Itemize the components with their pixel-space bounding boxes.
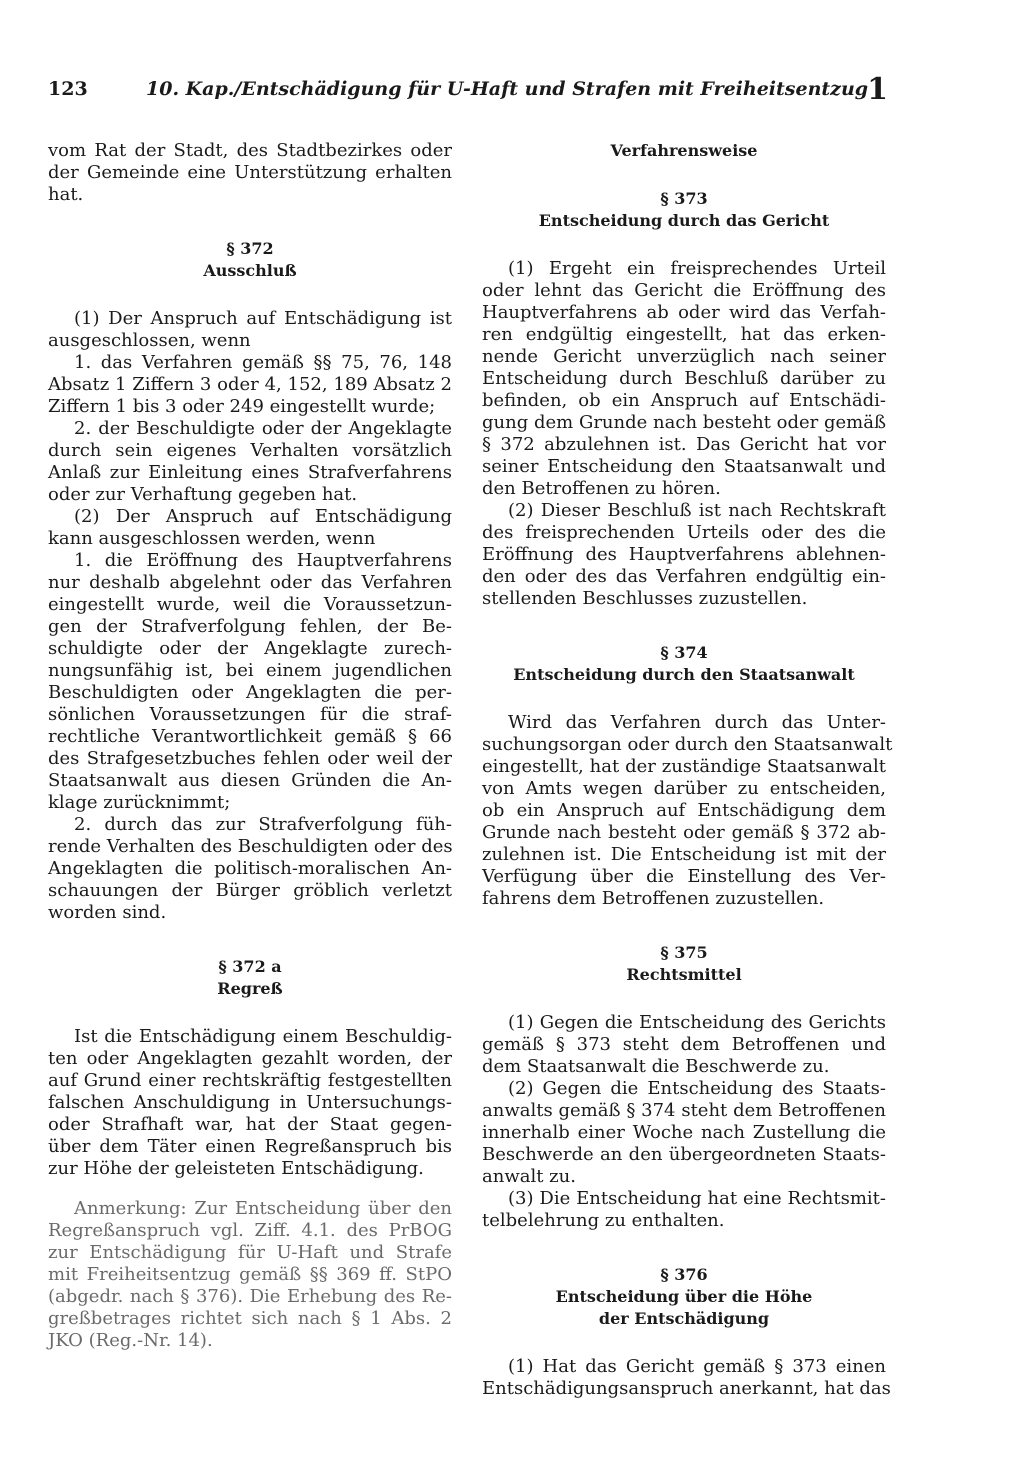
text-line: falschen Anschuldigung in Untersuchungs- <box>48 1092 452 1113</box>
text-line: (1) Hat das Gericht gemäß § 373 einen <box>508 1356 886 1377</box>
text-line: (3) Die Entscheidung hat eine Rechtsmit- <box>508 1188 886 1209</box>
text-line: (2) Der Anspruch auf Entschädigung <box>74 506 452 527</box>
text-line: Staatsanwalt aus diesen Gründen die An- <box>48 770 452 791</box>
note-line: JKO (Reg.-Nr. 14). <box>48 1330 213 1351</box>
section-title-372: Ausschluß <box>203 261 297 280</box>
text-line: den Betroffenen zu hören. <box>482 478 721 499</box>
text-line: zur Höhe der geleisteten Entschädigung. <box>48 1158 424 1179</box>
note-line: Anmerkung: Zur Entscheidung über den <box>74 1198 452 1219</box>
text-line: der Gemeinde eine Unterstützung erhalten <box>48 162 452 183</box>
section-body-373 <box>482 258 886 610</box>
text-line: kann ausgeschlossen werden, wenn <box>48 528 376 549</box>
text-line: durch sein eigenes Verhalten vorsätzlich <box>48 440 452 461</box>
text-line: fahrens dem Betroffenen zuzustellen. <box>482 888 825 909</box>
text-line: Ist die Entschädigung einem Beschuldig- <box>74 1026 452 1047</box>
text-line: Entschädigungsanspruch anerkannt, hat das <box>482 1378 891 1399</box>
text-line: sönlichen Voraussetzungen für die straf- <box>48 704 452 725</box>
text-line: § 372 abzulehnen ist. Das Gericht hat vor <box>482 434 886 455</box>
section-title-374: Entscheidung durch den Staatsanwalt <box>513 665 855 684</box>
running-title: 10. Kap./Entschädigung für U-Haft und Strafen mit Freiheitsentzug <box>146 78 869 100</box>
section-number-372: § 372 <box>226 239 274 258</box>
text-line: stellenden Beschlusses zuzustellen. <box>482 588 808 609</box>
text-line: Angeklagten die politisch-moralischen An- <box>48 858 452 879</box>
intro-paragraph <box>48 140 452 206</box>
text-line: des Strafgesetzbuches fehlen oder weil der <box>48 748 452 769</box>
section-body-376 <box>482 1356 891 1400</box>
note-line: zur Entschädigung für U-Haft und Strafe <box>48 1242 452 1263</box>
note-line: (abgedr. nach § 376). Die Erhebung des Re- <box>48 1286 452 1307</box>
text-line: (2) Dieser Beschluß ist nach Rechtskraft <box>508 500 886 521</box>
section-body-372a <box>48 1026 452 1180</box>
text-line: Verfügung über die Einstellung des Ver- <box>482 866 886 887</box>
section-number-376: § 376 <box>660 1265 708 1284</box>
text-line: oder lehnt das Gericht die Eröffnung des <box>482 280 886 301</box>
text-line: schuldigte oder der Angeklagte zurech- <box>48 638 452 659</box>
section-title-376-line1: Entscheidung über die Höhe <box>555 1287 813 1306</box>
note-line: mit Freiheitsentzug gemäß §§ 369 ff. StPO <box>48 1264 452 1285</box>
text-line: anwalt zu. <box>482 1166 576 1187</box>
section-number-375: § 375 <box>660 943 708 962</box>
text-line: anwalts gemäß § 374 steht dem Betroffenen <box>482 1100 886 1121</box>
text-line: eingestellt wurde, weil die Voraussetzun- <box>48 594 452 615</box>
section-title-375: Rechtsmittel <box>626 965 742 984</box>
text-line: gung dem Grunde nach besteht oder gemäß <box>482 412 886 433</box>
text-line: telbelehrung zu enthalten. <box>482 1210 725 1231</box>
text-line: vom Rat der Stadt, des Stadtbezirkes oder <box>48 140 452 161</box>
text-line: 1. das Verfahren gemäß §§ 75, 76, 148 <box>74 352 452 373</box>
text-line: Ziffern 1 bis 3 oder 249 eingestellt wurde; <box>48 396 436 417</box>
text-line: gen der Strafverfolgung fehlen, der Be- <box>48 616 452 637</box>
text-line: ren endgültig eingestellt, hat das erken- <box>482 324 886 345</box>
right-column <box>482 140 893 1400</box>
text-line: den oder des das Verfahren endgültig ein- <box>482 566 886 587</box>
text-line: innerhalb einer Woche nach Zustellung die <box>482 1122 886 1143</box>
text-line: ten oder Angeklagten gezahlt worden, der <box>48 1048 452 1069</box>
text-line: Beschuldigten oder Angeklagten die per- <box>48 682 452 703</box>
text-line: oder zur Verhaftung gegeben hat. <box>48 484 358 505</box>
section-number-374: § 374 <box>660 643 708 662</box>
text-line: (1) Ergeht ein freisprechendes Urteil <box>508 258 886 279</box>
text-line: suchungsorgan oder durch den Staatsanwalt <box>482 734 893 755</box>
section-number-373: § 373 <box>660 189 708 208</box>
text-line: (1) Der Anspruch auf Entschädigung ist <box>74 308 452 329</box>
text-line: Wird das Verfahren durch das Unter- <box>508 712 886 733</box>
text-line: (1) Gegen die Entscheidung des Gerichts <box>508 1012 886 1033</box>
text-line: klage zurücknimmt; <box>48 792 231 813</box>
text-line: 1. die Eröffnung des Hauptverfahrens <box>74 550 452 571</box>
text-line: eingestellt, hat der zuständige Staatsanwalt <box>482 756 886 777</box>
text-line: nur deshalb abgelehnt oder das Verfahren <box>48 572 452 593</box>
text-line: 2. der Beschuldigte oder der Angeklagte <box>74 418 452 439</box>
text-line: Grunde nach besteht oder gemäß § 372 ab- <box>482 822 886 843</box>
section-title-376-line2: der Entschädigung <box>598 1309 770 1328</box>
text-line: Eröffnung des Hauptverfahrens ablehnen- <box>482 544 886 565</box>
page-number: 123 <box>48 78 88 100</box>
section-body-374 <box>482 712 893 910</box>
text-line: rende Verhalten des Beschuldigten oder des <box>48 836 453 857</box>
text-line: worden sind. <box>48 902 167 923</box>
text-line: dem Staatsanwalt die Beschwerde zu. <box>482 1056 830 1077</box>
page-header <box>48 74 888 114</box>
text-line: Hauptverfahrens ab oder wird das Verfah- <box>482 302 886 323</box>
annotation-note <box>48 1198 452 1352</box>
text-line: rechtliche Verantwortlichkeit gemäß § 66 <box>48 726 452 747</box>
section-body-372 <box>48 308 452 924</box>
section-number-372a: § 372 a <box>218 957 282 976</box>
text-line: zulehnen ist. Die Entscheidung ist mit der <box>482 844 886 865</box>
chapter-number: 1 <box>867 72 888 107</box>
text-line: hat. <box>48 184 84 205</box>
text-line: Entscheidung durch Beschluß darüber zu <box>482 368 886 389</box>
text-line: nende Gericht unverzüglich nach seiner <box>482 346 886 367</box>
text-line: über dem Täter einen Regreßanspruch bis <box>48 1136 452 1157</box>
subheading-verfahrensweise: Verfahrensweise <box>610 141 758 160</box>
text-line: des freisprechenden Urteils oder des die <box>482 522 886 543</box>
text-line: schauungen der Bürger gröblich verletzt <box>48 880 452 901</box>
note-line: Regreßanspruch vgl. Ziff. 4.1. des PrBOG <box>48 1220 452 1241</box>
section-title-373: Entscheidung durch das Gericht <box>538 211 830 230</box>
text-line: Beschwerde an den übergeordneten Staats- <box>482 1144 886 1165</box>
note-line: greßbetrages richtet sich nach § 1 Abs. 2 <box>48 1308 452 1329</box>
text-line: nungsunfähig ist, bei einem jugendlichen <box>48 660 452 681</box>
left-column <box>48 140 452 1352</box>
text-line: (2) Gegen die Entscheidung des Staats- <box>508 1078 886 1099</box>
text-line: von Amts wegen darüber zu entscheiden, <box>482 778 886 799</box>
text-line: seiner Entscheidung den Staatsanwalt und <box>482 456 886 477</box>
section-body-375 <box>482 1012 886 1232</box>
text-line: ausgeschlossen, wenn <box>48 330 251 351</box>
text-line: auf Grund einer rechtskräftig festgestellten <box>48 1070 452 1091</box>
text-line: Absatz 1 Ziffern 3 oder 4, 152, 189 Absatz 2 <box>48 374 452 395</box>
text-line: befinden, ob ein Anspruch auf Entschädi- <box>482 390 886 411</box>
text-line: oder Strafhaft war, hat der Staat gegen- <box>48 1114 452 1135</box>
text-line: Anlaß zur Einleitung eines Strafverfahrens <box>48 462 452 483</box>
text-line: 2. durch das zur Strafverfolgung füh- <box>74 814 452 835</box>
text-line: gemäß § 373 steht dem Betroffenen und <box>482 1034 886 1055</box>
text-line: ob ein Anspruch auf Entschädigung dem <box>482 800 886 821</box>
section-title-372a: Regreß <box>217 979 283 998</box>
